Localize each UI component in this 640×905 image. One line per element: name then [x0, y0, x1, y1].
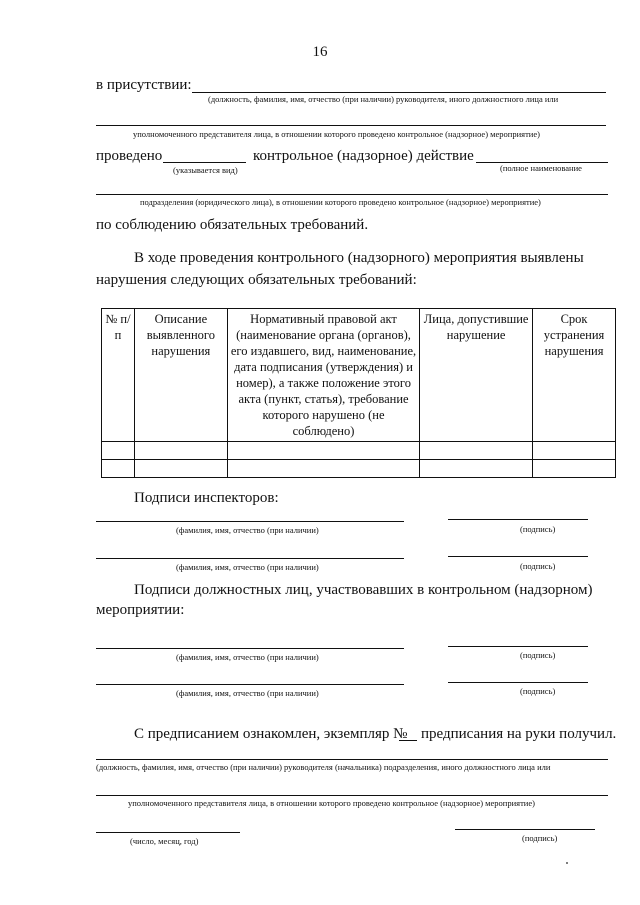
prescription-number-line [399, 740, 417, 741]
prescription-text-1: С предписанием ознакомлен, экземпляр № [134, 726, 408, 742]
prescription-sign-line [455, 829, 595, 830]
presence-caption-2: уполномоченного представителя лица, в отношении которого проведено контрольное (надзорное) мероприятие) [133, 129, 540, 139]
table-row [102, 460, 616, 478]
header-persons: Лица, допустившие нарушение [420, 309, 533, 442]
prescription-person-line-2 [96, 795, 608, 796]
action-caption-name: (полное наименование [500, 163, 582, 173]
official-2-fio-line [96, 684, 404, 685]
presence-line-2 [96, 125, 606, 126]
official-1-fio-caption: (фамилия, имя, отчество (при наличии) [176, 652, 319, 662]
prescription-text-2: предписания на руки получил. [421, 726, 617, 742]
inspector-1-sign-line [448, 519, 588, 520]
action-caption-kind: (указывается вид) [173, 165, 238, 175]
inspector-2-fio-line [96, 558, 404, 559]
official-2-sign-caption: (подпись) [520, 686, 556, 696]
violations-intro-1: В ходе проведения контрольного (надзорного) мероприятия выявлены [134, 250, 584, 266]
prescription-caption-2: уполномоченного представителя лица, в отношении которого проведено контрольное (надзорное) мероприятие) [128, 798, 535, 808]
header-description: Описание выявленного нарушения [134, 309, 227, 442]
official-1-sign-line [448, 646, 588, 647]
table-cell[interactable] [533, 442, 616, 460]
compliance-text: по соблюдению обязательных требований. [96, 217, 369, 233]
action-label-2: контрольное (надзорное) действие [253, 148, 474, 164]
officials-heading-2: мероприятии: [96, 602, 185, 618]
official-2-fio-caption: (фамилия, имя, отчество (при наличии) [176, 688, 319, 698]
header-number: № п/п [102, 309, 135, 442]
inspector-1-fio-caption: (фамилия, имя, отчество (при наличии) [176, 525, 319, 535]
inspector-2-sign-caption: (подпись) [520, 561, 556, 571]
inspector-2-sign-line [448, 556, 588, 557]
violations-table [101, 308, 616, 478]
presence-caption-1: (должность, фамилия, имя, отчество (при наличии) руководителя, иного должностного лица или [208, 94, 559, 104]
action-kind-line [163, 162, 246, 163]
table-cell[interactable] [102, 460, 135, 478]
presence-line [192, 92, 606, 93]
table-cell[interactable] [420, 442, 533, 460]
prescription-date-line [96, 832, 240, 833]
table-row [102, 442, 616, 460]
prescription-person-line [96, 759, 608, 760]
prescription-caption-1: (должность, фамилия, имя, отчество (при наличии) руководителя (начальника) подразделения, иного должностного лица или [96, 762, 551, 772]
inspector-1-sign-caption: (подпись) [520, 524, 556, 534]
prescription-date-caption: (число, месяц, год) [130, 836, 199, 846]
table-cell[interactable] [227, 442, 419, 460]
table-cell[interactable] [533, 460, 616, 478]
table-cell[interactable] [420, 460, 533, 478]
inspectors-heading: Подписи инспекторов: [134, 490, 279, 506]
action-label-1: проведено [96, 148, 163, 164]
table-header-row [102, 309, 616, 442]
inspector-1-fio-line [96, 521, 404, 522]
table-cell[interactable] [102, 442, 135, 460]
presence-label: в присутствии: [96, 77, 192, 93]
action-sub-line [96, 194, 608, 195]
official-1-fio-line [96, 648, 404, 649]
officials-heading-1: Подписи должностных лиц, участвовавших в контрольном (надзорном) [134, 582, 593, 598]
header-legal-act: Нормативный правовой акт (наименование органа (органов), его издавшего, вид, наименование, дата подписания (утверждения) и номер), а также положение этого акта (пункт, статья), требование которого нарушено (не соблюдено) [227, 309, 419, 442]
header-deadline: Срок устранения нарушения [533, 309, 616, 442]
table-cell[interactable] [134, 460, 227, 478]
official-2-sign-line [448, 682, 588, 683]
table-cell[interactable] [134, 442, 227, 460]
inspector-2-fio-caption: (фамилия, имя, отчество (при наличии) [176, 562, 319, 572]
prescription-sign-caption: (подпись) [522, 833, 558, 843]
official-1-sign-caption: (подпись) [520, 650, 556, 660]
violations-intro-2: нарушения следующих обязательных требований: [96, 272, 417, 288]
action-caption-sub: подразделения (юридического лица), в отношении которого проведено контрольное (надзорное) мероприятие) [140, 197, 541, 207]
page-number: 16 [312, 44, 328, 60]
scan-speck [566, 862, 568, 864]
table-cell[interactable] [227, 460, 419, 478]
